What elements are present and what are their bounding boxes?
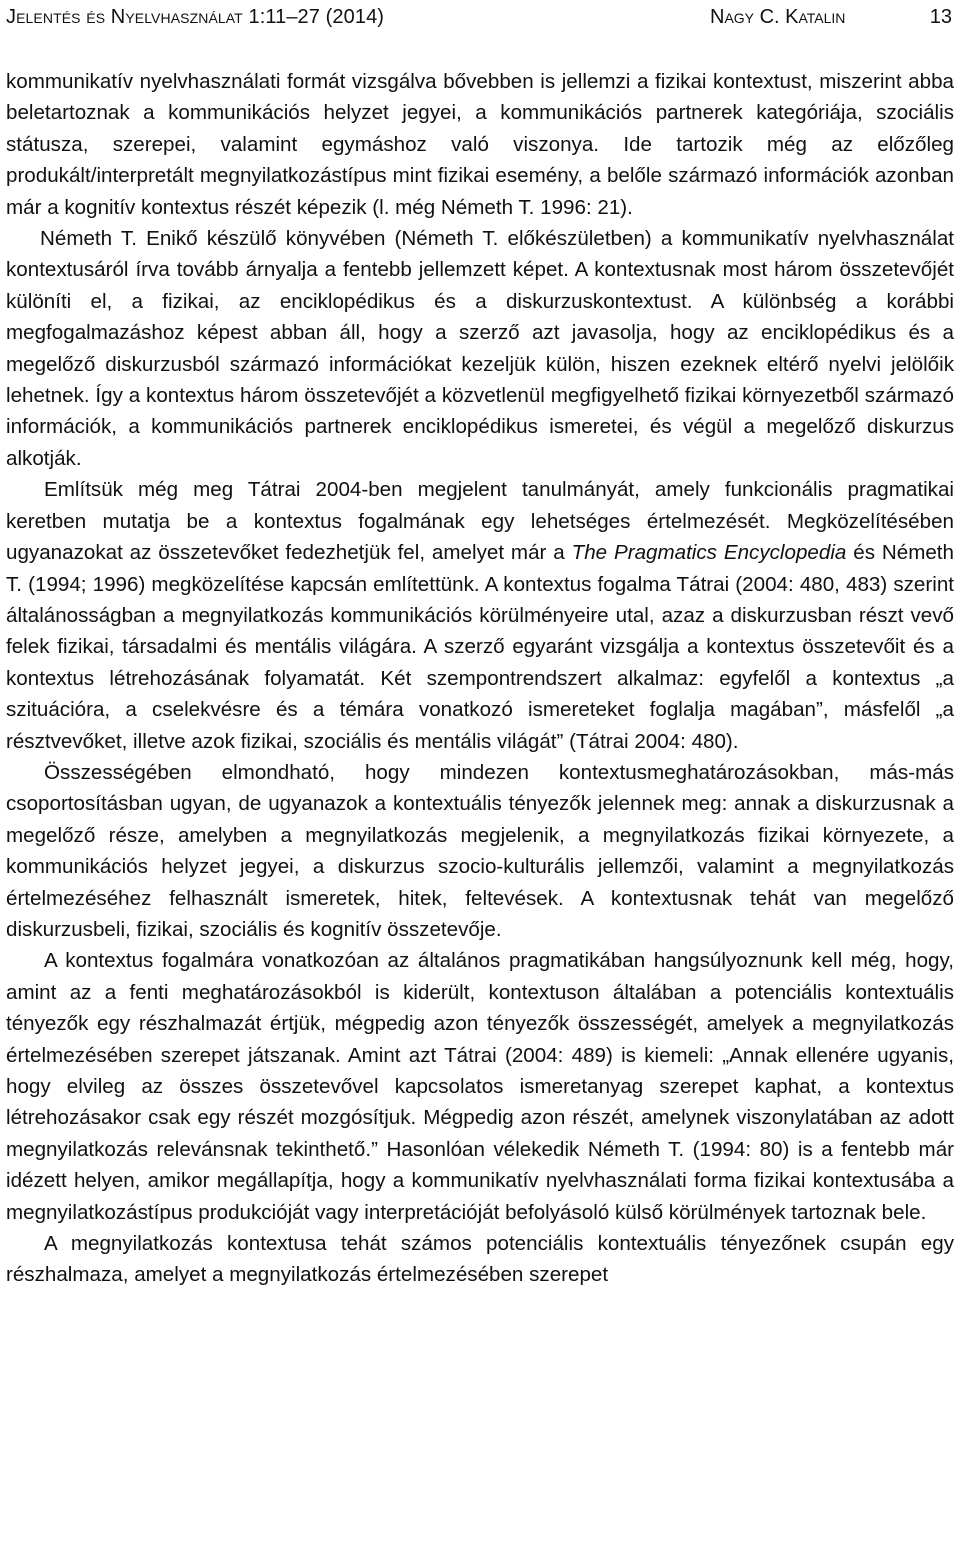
- paragraph-5: A kontextus fogalmára vonatkozóan az általános pragmatikában hangsúlyoznunk kell még, hogy, amint az a fenti meghatározásokból is kiderült, kontextuson általában a potenciális kontextuális tényezők egy részhalmazát értjük, mégpedig azon tényezők összességét, amelyek a megnyilatkozás értelmezésében szerepet játszanak. Amint azt Tátrai (2004: 489) is kiemeli: „Annak ellenére ugyanis, hogy elvileg az összes összetevővel kapcsolatos ismeretanyag szerepet kaphat, a kontextus létrehozásakor csak egy részét mozgósítjuk. Mégpedig azon részét, amelynek viszonylatában az adott megnyilatkozás relevánsnak tekinthető.” Hasonlóan vélekedik Németh T. (1994: 80) is a fentebb már idézett helyen, amikor megállapítja, hogy a kommunikatív nyelvhasználati forma fizikai kontextusába a megnyilatkozástípus produkcióját vagy interpretációját befolyásoló külső körülmények tartoznak bele.: [6, 949, 954, 1224]
- paragraph-2: Németh T. Enikő készülő könyvében (Németh T. előkészületben) a kommunikatív nyelvhasználat kontextusáról írva tovább árnyalja a fentebb jellemzett képet. A kontextusnak most három összetevőjét különíti el, a fizikai, az enciklopédikus és a diskurzuskontextust. A különbség a korábbi megfogalmazáshoz képest abban áll, hogy a szerző azt javasolja, hogy az enciklopédikus és a megelőző diskurzusból származó információkat kezeljük külön, hiszen ezeknek eltérő nyelvi jelölőik lehetnek. Így a kontextus három összetevőjét a közvetlenül megfigyelhető fizikai környezetből származó információk, a kommunikációs partnerek enciklopédikus ismeretei, és végül a megelőző diskurzus alkotják.: [6, 227, 954, 470]
- paragraph-3-part-2: és Németh T. (1994; 1996) megközelítése kapcsán említettünk. A kontextus fogalma Tátrai (2004: 480, 483) szerint általánosságban a megnyilatkozás kommunikációs körülményeire utal, azaz a diskurzusban részt vevő felek fizikai, társadalmi és mentális világára. A szerző egyaránt vizsgálja a kontextus összetevőit és a kontextus létrehozásának folyamatát. Két szempontrendszert alkalmaz: egyfelől a kontextus „a szituációra, a cselekvésre és a témára vonatkozó ismereteket foglalja magában”, másfelől „a résztvevőket, illetve azok fizikai, szociális és mentális világát” (Tátrai 2004: 480).: [6, 541, 954, 753]
- body-text: [6, 66, 954, 1291]
- page-number: 13: [929, 6, 952, 28]
- paragraph-4: Összességében elmondható, hogy mindezen kontextusmeghatározásokban, más-más csoportosításban ugyan, de ugyanazok a kontextuális tényezők jelennek meg: annak a diskurzusnak a megelőző része, amelyben a megnyilatkozás megjelenik, a megnyilatkozás fizikai környezete, a kommunikációs helyzet jegyei, a diskurzus szocio-kulturális jellemzői, valamint a megnyilatkozás értelmezéséhez felhasznált ismeretek, hitek, feltevések. A kontextusnak tehát van megelőző diskurzusbeli, fizikai, szociális és kognitív összetevője.: [6, 760, 954, 941]
- book-title: The Pragmatics Encyclopedia: [571, 541, 847, 565]
- paragraph-6: A megnyilatkozás kontextusa tehát számos potenciális kontextuális tényezőnek csupán egy részhalmaza, amelyet a megnyilatkozás értelmezésében szerepet: [6, 1232, 954, 1287]
- paragraph-1: kommunikatív nyelvhasználati formát vizsgálva bővebben is jellemzi a fizikai kontextust, miszerint abba beletartoznak a kommunikációs helyzet jegyei, a kommunikációs partnerek kategóriája, szociális státusza, szerepei, valamint egymáshoz való viszonya. Ide tartozik még az előzőleg produkált/interpretált megnyilatkozástípus mint fizikai esemény, a belőle származó információk azonban már a kognitív kontextus részét képezik (l. még Németh T. 1996: 21).: [6, 70, 954, 219]
- header-author: Nagy C. Katalin: [710, 6, 846, 28]
- paragraph-3-part-1: Említsük még meg Tátrai 2004-ben megjelent tanulmányát, amely funkcionális pragmatikai keretben mutatja be a kontextus fogalmának egy lehetséges értelmezését. Megközelítésében ugyanazokat az összetevőket fedezhetjük fel, amelyet már a: [6, 478, 954, 565]
- journal-citation: Jelentés és Nyelvhasználat 1:11–27 (2014): [6, 6, 385, 28]
- running-header: [6, 4, 952, 30]
- paragraph-3: [6, 474, 954, 757]
